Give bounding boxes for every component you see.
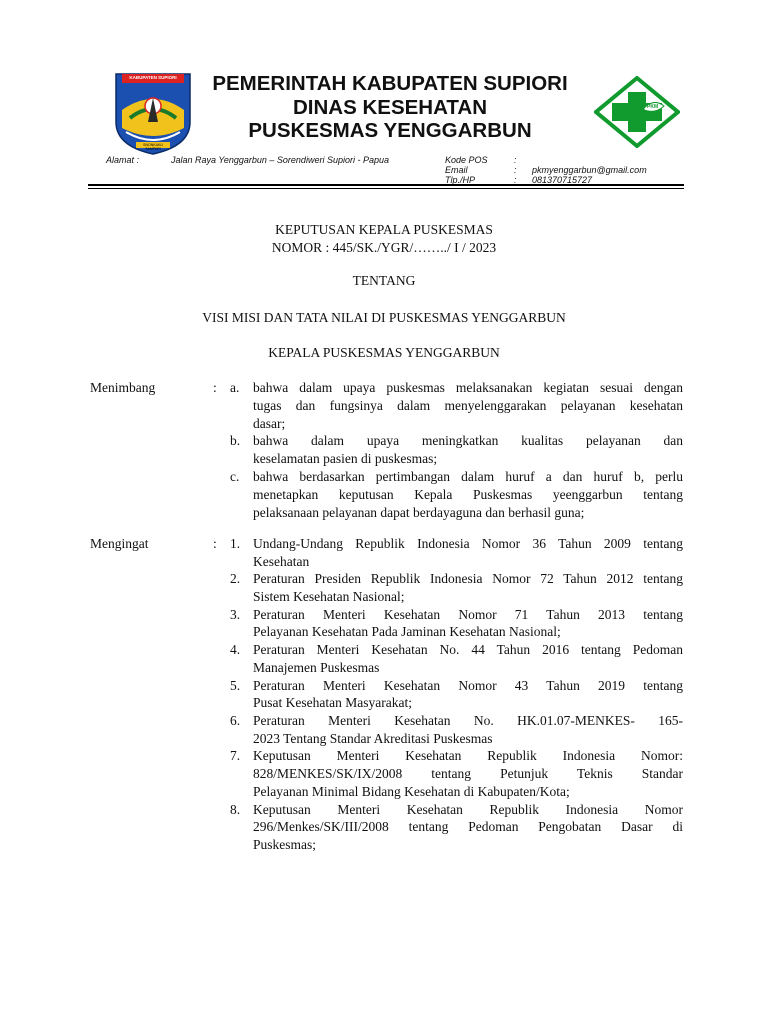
mengingat-colon: : [213,536,217,551]
mengingat-item-marker: 3. [230,606,241,622]
mengingat-item [230,606,683,641]
mengingat-item-line: Keputusan Menteri Kesehatan Republik Indonesia Nomor: [253,748,683,764]
mengingat-item-line: Peraturan Menteri Kesehatan Nomor 71 Tahun 2013 tentang [253,606,683,622]
mengingat-label: Mengingat [90,536,149,551]
menimbang-item-line: tugas dan fungsinya dalam menyelenggarakan pelayanan kesehatan [253,397,683,413]
mengingat-item-marker: 5. [230,677,241,693]
mengingat-item-marker: 1. [230,536,241,551]
decree-title: KEPUTUSAN KEPALA PUSKESMAS [275,222,493,237]
menimbang-item-marker: a. [230,380,240,395]
logo-motto-text: SNONKAKU SAMPARI [143,143,163,151]
mengingat-item [230,801,683,854]
menimbang-item [230,432,683,468]
letterhead-puskesmas: PUSKESMAS YENGGARBUN [248,119,532,142]
address-label: Alamat : [106,155,140,165]
mengingat-item-line: Manajemen Puskesmas [253,659,380,675]
email-label: Email [445,165,468,175]
mengingat-item-line: Undang-Undang Republik Indonesia Nomor 36 Tahun 2009 tentang [253,536,683,551]
phone-separator: : [514,175,517,185]
mengingat-item-line: Pusat Kesehatan Masyarakat; [253,695,412,711]
menimbang-item-line: menetapkan keputusan Kepala Puskesmas yeenggarbun tentang [253,486,683,502]
letterhead-divider-thin [88,188,684,189]
phone-value: 081370715727 [532,175,593,185]
menimbang-item-line: pelaksanaan pelayanan dapat berdayaguna dan berhasil guna; [253,504,585,520]
menimbang-item-line: dasar; [253,415,286,431]
postal-code-separator: : [514,155,517,165]
mengingat-item [230,712,683,747]
menimbang-item-line: bahwa dalam upaya puskesmas melaksanakan kegiatan sesuai dengan [253,380,683,395]
letterhead-divider-thick [88,184,684,186]
logo-pkm-text: PKM [647,104,659,110]
menimbang-item [230,379,683,432]
decree-number: NOMOR : 445/SK./YGR/……../ I / 2023 [271,240,497,255]
menimbang-item [230,468,683,521]
letterhead-government: PEMERINTAH KABUPATEN SUPIORI [212,72,568,95]
letterhead-department: DINAS KESEHATAN [293,96,487,119]
puskesmas-logo [594,76,680,148]
mengingat-item-line: Peraturan Menteri Kesehatan No. 44 Tahun 2016 tentang Pedoman [253,642,683,658]
mengingat-item [230,677,683,712]
decree-subject: VISI MISI DAN TATA NILAI DI PUSKESMAS YENGGARBUN [202,310,566,325]
email-separator: : [514,165,517,175]
mengingat-item [230,535,683,570]
logo-banner-text: KABUPATEN SUPIORI [129,75,177,80]
mengingat-item-marker: 2. [230,571,241,587]
postal-code-label: Kode POS [445,155,488,165]
mengingat-item-line: Peraturan Menteri Kesehatan Nomor 43 Tahun 2019 tentang [253,677,683,693]
mengingat-item-marker: 8. [230,801,241,817]
mengingat-item-line: Peraturan Menteri Kesehatan No. HK.01.07-MENKES- 165- [253,713,683,728]
mengingat-item-line: Pelayanan Minimal Bidang Kesehatan di Kabupaten/Kota; [253,783,570,799]
mengingat-item-line: Keputusan Menteri Kesehatan Republik Indonesia Nomor [253,801,683,817]
mengingat-item-marker: 6. [230,713,241,728]
mengingat-item-line: Puskesmas; [253,836,317,852]
menimbang-item-line: bahwa dalam upaya meningkatkan kualitas pelayanan dan [253,433,683,449]
mengingat-item-line: Sistem Kesehatan Nasional; [253,589,405,605]
menimbang-item-marker: c. [230,469,240,484]
menimbang-item-marker: b. [230,433,241,449]
mengingat-item-marker: 7. [230,748,241,764]
mengingat-item-line: Kesehatan [253,553,310,569]
mengingat-item-line: Pelayanan Kesehatan Pada Jaminan Kesehatan Nasional; [253,624,561,640]
mengingat-item-line: 2023 Tentang Standar Akreditasi Puskesmas [253,730,493,746]
about-heading: TENTANG [352,273,416,288]
mengingat-item-marker: 4. [230,642,241,658]
mengingat-item-line: 296/Menkes/SK/III/2008 tentang Pedoman Pengobatan Dasar di [253,819,683,835]
mengingat-item-line: Peraturan Presiden Republik Indonesia Nomor 72 Tahun 2012 tentang [253,571,683,587]
address-value: Jalan Raya Yenggarbun – Sorendiweri Supiori - Papua [171,155,389,165]
email-value: pkmyenggarbun@gmail.com [532,165,647,175]
phone-label: Tlp./HP [445,175,476,185]
mengingat-item-line: 828/MENKES/SK/IX/2008 tentang Petunjuk Teknis Standar [253,766,683,782]
mengingat-item [230,641,683,676]
menimbang-item-line: keselamatan pasien di puskesmas; [253,451,438,467]
menimbang-label: Menimbang [90,380,156,395]
mengingat-item [230,570,683,605]
mengingat-item [230,747,683,800]
menimbang-item-line: bahwa berdasarkan pertimbangan dalam huruf a dan huruf b, perlu [253,469,683,484]
issuing-official: KEPALA PUSKESMAS YENGGARBUN [268,345,500,360]
menimbang-colon: : [213,380,217,395]
